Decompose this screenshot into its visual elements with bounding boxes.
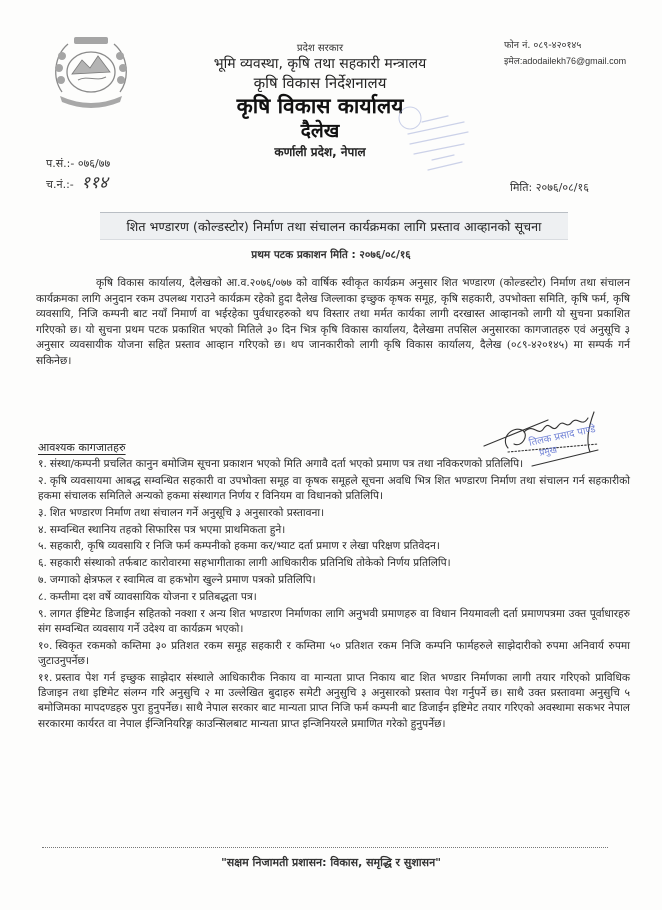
list-item (38, 506, 630, 521)
signatory-designation: प्रमुख (538, 445, 559, 459)
letterhead-province: कर्णाली प्रदेश, नेपाल (274, 145, 366, 159)
contact-phone (504, 38, 581, 51)
notice-body: कृषि विकास कार्यालय, दैलेखको आ.व.२०७६/०७७ को वार्षिक स्वीकृत कार्यक्रम अनुसार शित भण्डारण (कोल्डस्टोर) निर्माण तथा संचालन कार्यक्रमका लागि अनुदान रकम उपलब्ध गराउने कार्यक्रम रहेको हुदा दैलेख जिल्लाका इच्छुक कृषक समूह, कृषि सहकारी, उपभोक्ता समिति, कृषि फर्म, कृषि व्यवसायि, निजि कम्पनी बाट नयाँ निमार्ण वा भईरहेका पुर्वधारहरुको थप विस्तार तथा मर्मत कार्यका लागी दरखास्त आव्हानको लागी यो सुचना प्रकाशित गरिएको छ। यो सुचना प्रथम पटक प्रकाशित भएको मितिले ३० दिन भित्र कृषि विकास कार्यालय, दैलेखमा तपसिल अनुसारका कागजातहरु एवं अनुसूचि ३ अनुसार व्यवसायीक योजना सहित प्रस्ताव आव्हान गरिएको छ। थप जानकारीको लागी कृषि विकास कार्यालय, दैलेख (०८९-४२०१४५) मा सम्पर्क गर्न सकिनेछ। (36, 277, 630, 367)
nepal-government-emblem-icon (48, 30, 134, 110)
item-text: जग्गाको क्षेत्रफल र स्वामित्व वा हकभोग खुल्ने प्रमाण पत्रको प्रतिलिपि। (49, 574, 316, 587)
item-text: कृषि व्यवसायमा आबद्ध सम्वन्धित सहकारी वा उपभोक्ता समूह वा कृषक समूहले सूचना अवधि भित्र शित भण्डारण निर्माण तथा संचालन गर्न सहकारीको हकमा संचालक समितिले अन्यको हकमा संस्थागत निर्णय र विनियम वा विधानको प्रतिलिपि। (38, 474, 630, 503)
required-documents-heading: आवश्यक कागजातहरु (38, 441, 126, 454)
ps-label: प.सं.:- (46, 157, 75, 170)
office-stamp-icon (388, 100, 478, 180)
date-label: मिति: (510, 181, 533, 194)
item-text: शित भण्डारण निर्माण तथा संचालन गर्ने अनुसूचि ३ अनुसारको प्रस्तावना। (49, 506, 325, 519)
item-number: ५. (38, 540, 47, 553)
phone-number: ०८९-४२०१४५ (533, 40, 582, 51)
list-item (38, 539, 630, 554)
letterhead-office: कृषि विकास कार्यालय (236, 94, 404, 118)
signatory-name: तिलक प्रसाद पाण्डे (528, 423, 597, 449)
item-number: १. (38, 458, 47, 470)
item-number: ६. (38, 557, 47, 570)
contact-email (504, 54, 626, 67)
item-text: सहकारी संस्थाको तर्फबाट कारोवारमा सहभागीताका लागी आधिकारीक प्रतिनिधि तोकेको निर्णय प्रतिलिपि। (49, 557, 451, 570)
item-number: ११. (38, 671, 53, 684)
item-number: ३. (38, 506, 47, 519)
cn-value: ११४ (81, 173, 108, 193)
publication-label: प्रथम पटक प्रकाशन मिति : (251, 249, 356, 261)
item-text: कम्तीमा दश वर्षे व्यावसायिक योजना र प्रतिबद्धता पत्र। (49, 590, 257, 603)
publication-date (0, 248, 662, 262)
list-item (38, 474, 630, 505)
footer-motto: "सक्षम निजामती प्रशासन: विकास, समृद्धि र सुशासन" (221, 856, 441, 869)
letter-date (510, 180, 589, 195)
list-item (38, 671, 630, 732)
letterhead-government: प्रदेश सरकार (296, 43, 344, 54)
list-item (38, 590, 630, 605)
reference-ps (46, 156, 110, 171)
item-number: ४. (38, 523, 47, 536)
letterhead-district: दैलेख (300, 120, 340, 142)
required-documents-list (38, 457, 630, 734)
item-number: २. (38, 474, 47, 487)
cn-label: च.नं.:- (46, 178, 74, 191)
letterhead-directorate: कृषि विकास निर्देशनालय (253, 74, 387, 92)
item-number: १०. (38, 639, 53, 652)
item-text: सम्वन्धित स्थानिय तहको सिफारिस पत्र भएमा प्राथमिकता हुने। (49, 523, 286, 536)
item-number: ९. (38, 607, 47, 620)
item-text: सहकारी, कृषि व्यवसायि र निजि फर्म कम्पनीको हकमा कर/भ्याट दर्ता प्रमाण र लेखा परिक्षण प्रतिवेदन। (49, 540, 440, 553)
date-value: २०७६/०८/१६ (535, 181, 589, 194)
list-item (38, 639, 630, 670)
ps-value: ०७६/७७ (77, 157, 111, 170)
list-item (38, 523, 630, 538)
email-label: इमेल: (504, 56, 523, 66)
notice-title: शित भण्डारण (कोल्डस्टोर) निर्माण तथा संचालन कार्यक्रमका लागि प्रस्ताव आव्हानको सूचना (126, 218, 542, 234)
reference-cn (46, 170, 108, 193)
item-text: संस्था/कम्पनी प्रचलित कानुन बमोजिम सूचना प्रकाशन भएको मिति अगावै दर्ता भएको प्रमाण पत्र तथा नविकरणको प्रतिलिपि। (49, 458, 524, 470)
phone-label: फोन नं. (504, 40, 531, 51)
publication-date-value: २०७६/०८/१६ (359, 249, 411, 261)
item-text: प्रस्ताव पेश गर्न इच्छुक साझेदार संस्थाले आधिकारीक निकाय वा मान्यता प्राप्त निकाय बाट शित भण्डार निर्माणका लागी तयार गरिएको प्राविधिक डिजाइन तथा इष्टिमेट संलग्न गरि अनुसुचि २ मा उल्लेखित बुदाहरु समेटी अनुसुचि ३ अनुसारको प्रस्ताव पेश गर्नुपर्ने छ। साथै उक्त प्रस्तावमा अनुसुचि ५ बमोजिमका मापदण्डहरु पुरा हुनुपर्नेछ। साथै नेपाल सरकार बाट मान्यता प्राप्त निजि फर्म कम्पनी बाट डिजाईन इष्टिमेट तयार गरिएको अवस्थामा सकभर नेपाल सरकारमा कार्यरत वा नेपाल ईन्जिनियरिङ्ग काउन्सिलबाट मान्यता प्राप्त इन्जिनियरले प्रमाणित गरेको हुनुपर्नेछ। (38, 671, 630, 730)
notice-title-band (100, 212, 568, 240)
list-item (38, 573, 630, 588)
email-address: adodailekh76@gmail.com (522, 56, 627, 66)
footer-divider (42, 847, 608, 848)
item-number: ७. (38, 574, 47, 587)
list-item (38, 556, 630, 571)
item-number: ८. (38, 590, 47, 603)
item-text: स्विकृत रकमको कम्तिमा ३० प्रतिशत रकम समूह सहकारी र कम्तिमा ५० प्रतिशत रकम निजि कम्पनि फार्महरुले साझेदारीको रुपमा अनिवार्य रुपमा जुटाउनुपर्नेछ। (38, 639, 630, 668)
item-text: लागत ईष्टिमेट डिजाईन सहितको नक्शा र अन्य शित भण्डारण निर्माणका लागि अनुभवी प्रमाणहरु वा विधान नियमावली दर्ता प्रमाणपत्रमा उक्त पूर्वाधारहरु संग सम्वन्धित व्यवसाय गर्ने उदेश्य वा कार्यक्रम भएको। (38, 607, 630, 635)
list-item (38, 607, 630, 638)
letterhead-ministry: भूमि व्यवस्था, कृषि तथा सहकारी मन्त्रालय (213, 56, 427, 72)
